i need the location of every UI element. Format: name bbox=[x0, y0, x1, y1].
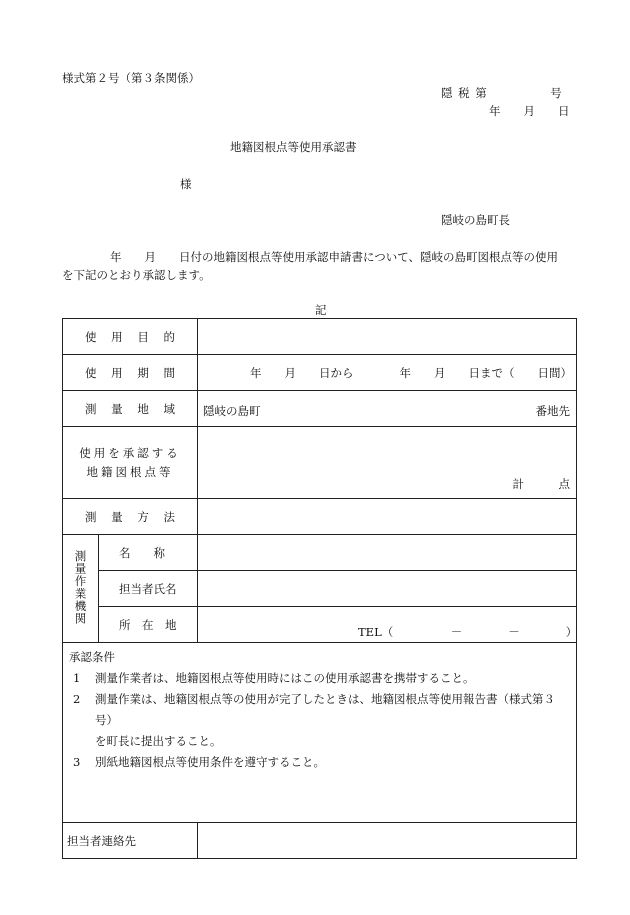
ki-marker: 記 bbox=[315, 303, 327, 317]
area-suffix: 番地先 bbox=[535, 404, 570, 418]
form-number: 様式第２号（第３条関係） bbox=[62, 71, 200, 85]
body-text-line1: 年 月 日付の地籍図根点等使用承認申請書について、隠岐の島町図根点等の使用 bbox=[110, 250, 559, 264]
conditions-heading: 承認条件 bbox=[69, 650, 115, 664]
body-text-line2: を下記のとおり承認します。 bbox=[62, 268, 211, 282]
issuer-name: 隠岐の島町長 bbox=[441, 213, 510, 227]
points-label-line1: 使用を承認する bbox=[79, 445, 181, 460]
org-address-value[interactable] bbox=[198, 607, 577, 643]
method-row bbox=[63, 499, 577, 535]
purpose-row bbox=[63, 319, 577, 355]
approval-table bbox=[62, 318, 577, 859]
condition-item: 1 測量作業者は、地籍図根点等使用時にはこの使用承認書を携帯すること。 bbox=[73, 671, 475, 685]
org-name-label: 名 称 bbox=[119, 545, 165, 560]
condition-item: を町長に提出すること。 bbox=[95, 734, 222, 748]
method-label: 測 量 方 法 bbox=[85, 509, 175, 524]
method-value[interactable] bbox=[198, 499, 577, 535]
org-address-label: 所 在 地 bbox=[119, 617, 177, 632]
org-person-row bbox=[63, 571, 577, 607]
period-label: 使 用 期 間 bbox=[85, 365, 175, 380]
points-total: 計 点 bbox=[512, 477, 570, 491]
condition-item: 2 測量作業は、地籍図根点等の使用が完了したときは、地籍図根点等使用報告書（様式第３号） bbox=[73, 692, 555, 727]
points-row bbox=[63, 427, 577, 499]
period-value[interactable]: 年 月 日から 年 月 日まで（ 日間） bbox=[198, 355, 577, 391]
purpose-label: 使 用 目 的 bbox=[85, 329, 175, 344]
org-name-value[interactable] bbox=[198, 535, 577, 571]
area-row bbox=[63, 391, 577, 427]
conditions-row bbox=[63, 643, 577, 823]
contact-label: 担当者連絡先 bbox=[67, 833, 136, 848]
addressee-suffix: 様 bbox=[180, 177, 192, 191]
org-group-label: 測量作業機関 bbox=[73, 549, 88, 625]
org-person-value[interactable] bbox=[198, 571, 577, 607]
document-title: 地籍図根点等使用承認書 bbox=[230, 140, 357, 154]
org-name-row bbox=[63, 535, 577, 571]
period-row bbox=[63, 355, 577, 391]
area-label: 測 量 地 域 bbox=[85, 401, 175, 416]
org-person-label: 担当者氏名 bbox=[119, 581, 177, 596]
issue-date: 年 月 日 bbox=[489, 104, 570, 118]
condition-item: 3 別紙地籍図根点等使用条件を遵守すること。 bbox=[73, 755, 325, 769]
points-value[interactable] bbox=[198, 427, 577, 499]
org-tel: TEL（ － － ） bbox=[358, 625, 578, 639]
document-number: 隠 税 第 号 bbox=[441, 86, 563, 100]
contact-value[interactable] bbox=[198, 823, 577, 859]
contact-row bbox=[63, 823, 577, 859]
area-town: 隠岐の島町 bbox=[203, 404, 261, 418]
area-value[interactable] bbox=[198, 391, 577, 427]
purpose-value[interactable] bbox=[198, 319, 577, 355]
org-address-row bbox=[63, 607, 577, 643]
points-label-line2: 地籍図根点等 bbox=[86, 464, 174, 479]
